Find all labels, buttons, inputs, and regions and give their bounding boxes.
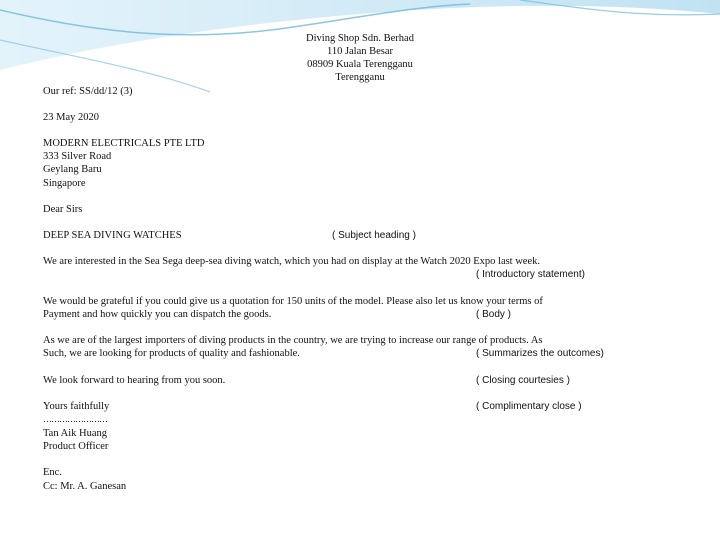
summary-paragraph-line-1: As we are of the largest importers of diving products in the country, we are trying to increase our range of products. As (43, 335, 543, 346)
recipient-area: Geylang Baru (43, 164, 102, 175)
salutation: Dear Sirs (43, 204, 83, 215)
intro-paragraph: We are interested in the Sea Sega deep-sea diving watch, which you had on display at the Watch 2020 Expo last week. (43, 256, 541, 267)
subject-annotation: ( Subject heading ) (332, 230, 416, 241)
enclosure-note: Enc. (43, 467, 62, 478)
subject-heading: DEEP SEA DIVING WATCHES (43, 230, 182, 241)
body-annotation: ( Body ) (476, 309, 512, 320)
sender-name: Diving Shop Sdn. Berhad (306, 33, 414, 44)
recipient-company: MODERN ELECTRICALS PTE LTD (43, 138, 205, 149)
complimentary-close: Yours faithfully (43, 401, 110, 412)
recipient-country: Singapore (43, 178, 86, 189)
closing-annotation: ( Closing courtesies ) (476, 375, 570, 386)
signatory-title: Product Officer (43, 441, 109, 452)
letter-date: 23 May 2020 (43, 112, 99, 123)
summary-paragraph-line-2: Such, we are looking for products of quality and fashionable. (43, 348, 300, 359)
sender-address (298, 32, 422, 84)
carbon-copy: Cc: Mr. A. Ganesan (43, 481, 127, 492)
intro-annotation: ( Introductory statement) (476, 269, 585, 280)
signature-line: …………………… (43, 414, 107, 424)
complimentary-close-annotation: ( Complimentary close ) (476, 401, 582, 412)
sender-state: Terengganu (335, 72, 385, 83)
body-paragraph-line-2: Payment and how quickly you can dispatch the goods. (43, 309, 272, 320)
summary-annotation: ( Summarizes the outcomes) (476, 348, 604, 359)
recipient-street: 333 Silver Road (43, 151, 112, 162)
closing-sentence: We look forward to hearing from you soon. (43, 375, 226, 386)
body-paragraph-line-1: We would be grateful if you could give us a quotation for 150 units of the model. Please also let us know your terms of (43, 296, 543, 307)
sender-street: 110 Jalan Besar (326, 46, 394, 57)
sender-city: 08909 Kuala Terengganu (307, 59, 413, 70)
reference-number: Our ref: SS/dd/12 (3) (43, 86, 133, 97)
signatory-name: Tan Aik Huang (43, 428, 108, 439)
